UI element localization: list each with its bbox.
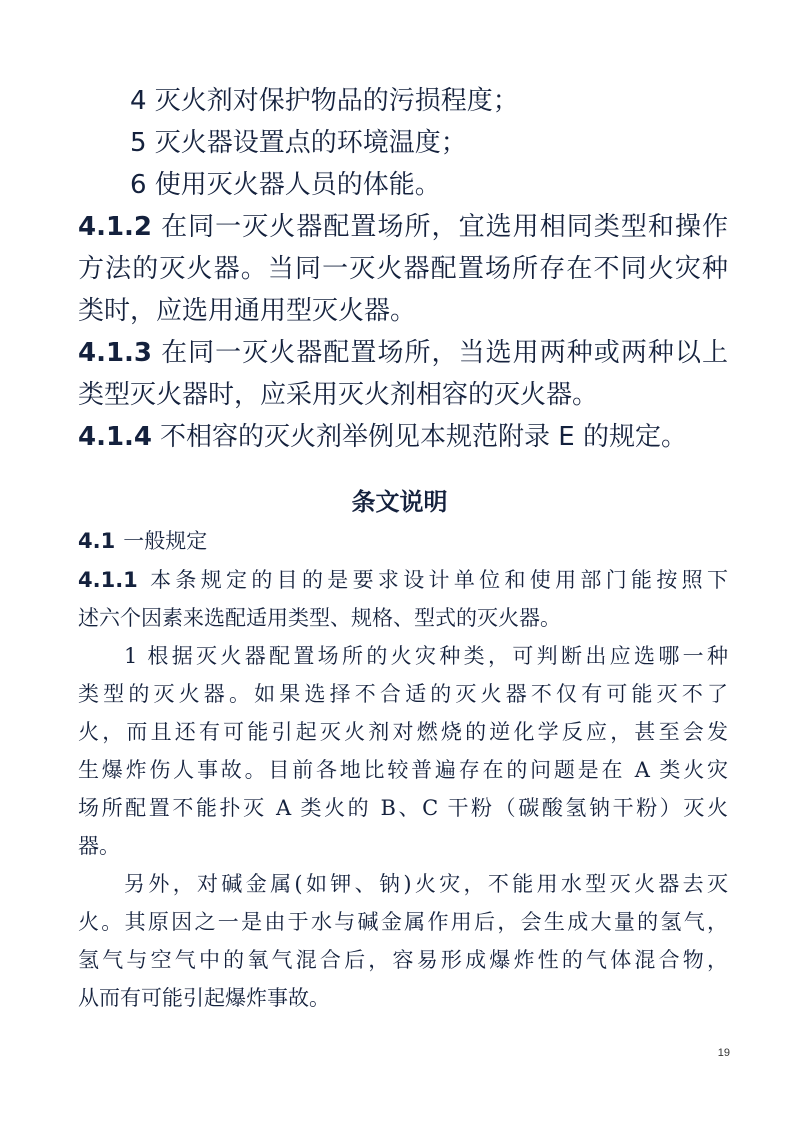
page-number: 19	[717, 1047, 730, 1059]
paragraph-line	[78, 599, 728, 637]
line-text: 器。	[78, 834, 120, 858]
clause-number: 4.1.4	[78, 422, 153, 452]
paragraph-line	[78, 789, 728, 827]
line-text: 类型灭火器时，应采用灭火剂相容的灭火器。	[78, 380, 599, 410]
line-text: 一般规定	[123, 529, 208, 553]
line-text: 5 灭火器设置点的环境温度；	[130, 128, 467, 158]
line-text: 场所配置不能扑灭 A 类火的 B、C 干粉（碳酸氢钠干粉）灭火	[78, 796, 728, 820]
line-text: 在同一灭火器配置场所，宜选用相同类型和操作	[160, 212, 728, 242]
clause-number: 4.1.2	[78, 212, 153, 242]
paragraph-line	[124, 865, 728, 903]
line-text: 方法的灭火器。当同一灭火器配置场所存在不同火灾种	[78, 254, 728, 284]
list-item-5	[130, 122, 728, 164]
clause-number: 4.1.1	[78, 568, 138, 592]
line-text: 不相容的灭火剂举例见本规范附录 E 的规定。	[160, 422, 687, 452]
paragraph-line	[78, 827, 728, 865]
clause-number: 4.1	[78, 529, 116, 553]
clause-4-1-2	[78, 206, 728, 248]
line-text: 生爆炸伤人事故。目前各地比较普遍存在的问题是在 A 类火灾	[78, 758, 728, 782]
line-text: 火。其原因之一是由于水与碱金属作用后，会生成大量的氢气，	[78, 910, 728, 934]
paragraph-line	[78, 374, 728, 416]
paragraph-line	[78, 713, 728, 751]
line-text: 类型的灭火器。如果选择不合适的灭火器不仅有可能灭不了	[78, 682, 728, 706]
section-heading-4-1	[78, 522, 728, 560]
paragraph-line	[124, 637, 728, 675]
paragraph-line	[78, 979, 728, 1017]
paragraph-line	[78, 941, 728, 979]
section-title: 条文说明	[351, 488, 448, 516]
list-item-6	[130, 164, 728, 206]
clause-number: 4.1.3	[78, 338, 153, 368]
line-text: 另外，对碱金属(如钾、钠)火灾，不能用水型灭火器去灭	[124, 872, 728, 896]
line-text: 1 根据灭火器配置场所的火灾种类，可判断出应选哪一种	[124, 644, 728, 668]
line-text: 6 使用灭火器人员的体能。	[130, 170, 441, 200]
line-text: 氢气与空气中的氧气混合后，容易形成爆炸性的气体混合物，	[78, 948, 728, 972]
line-text: 本条规定的目的是要求设计单位和使用部门能按照下	[145, 568, 728, 592]
paragraph-line	[78, 675, 728, 713]
line-text: 火，而且还有可能引起灭火剂对燃烧的逆化学反应，甚至会发	[78, 720, 728, 744]
line-text: 4 灭火剂对保护物品的污损程度；	[130, 86, 519, 116]
line-text: 述六个因素来选配适用类型、规格、型式的灭火器。	[78, 606, 561, 630]
line-text: 从而有可能引起爆炸事故。	[78, 986, 330, 1010]
list-item-4	[130, 80, 728, 122]
paragraph-line	[78, 751, 728, 789]
paragraph-line	[78, 248, 728, 290]
clause-4-1-3	[78, 332, 728, 374]
line-text: 类时，应选用通用型灭火器。	[78, 296, 417, 326]
clause-4-1-4	[78, 416, 728, 458]
line-text: 在同一灭火器配置场所，当选用两种或两种以上	[160, 338, 728, 368]
paragraph-line	[78, 290, 728, 332]
clause-4-1-1	[78, 561, 728, 599]
paragraph-line	[78, 903, 728, 941]
